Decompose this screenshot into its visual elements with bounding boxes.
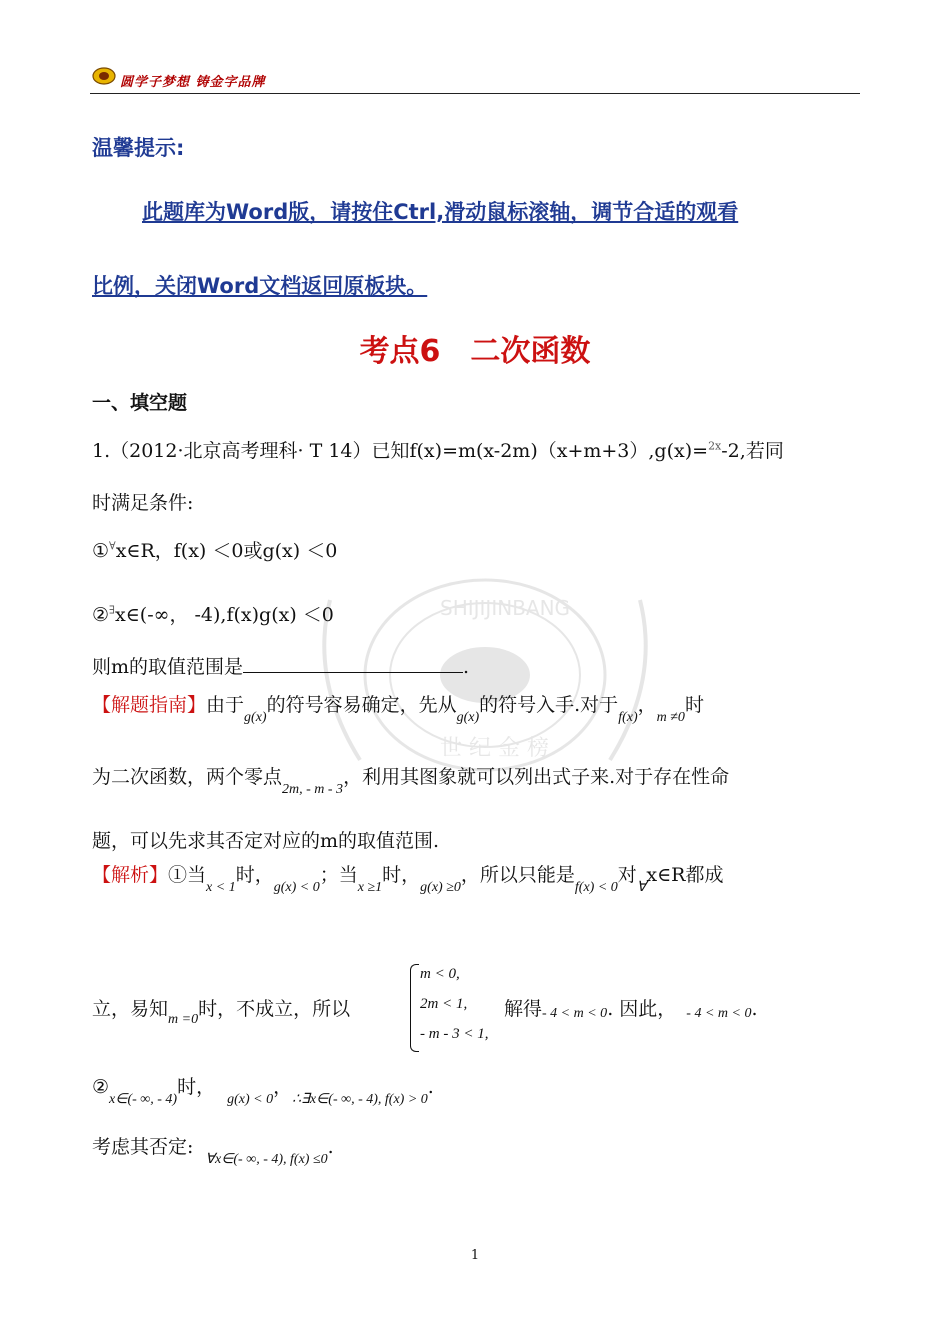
condition-1: [92, 536, 337, 563]
solution-text: .: [427, 1076, 434, 1098]
solution-text: 时，不成立，所以: [198, 998, 351, 1020]
solution-text: 立，易知: [92, 998, 169, 1020]
math-expr: f(x): [618, 710, 638, 725]
math-expr: ∀x∈(- ∞, - 4), f(x) ≤0: [205, 1152, 328, 1167]
system-brace: [410, 964, 419, 1052]
math-expr: m =0: [168, 1012, 199, 1027]
solution-tag: 【解析】: [92, 864, 169, 886]
watermark-bottom-text: 世 纪 金 榜: [440, 736, 549, 761]
math-expr: x < 1: [206, 880, 236, 895]
section-heading: 一、填空题: [92, 392, 188, 414]
forall-symbol: ∀: [109, 539, 116, 553]
header-slogan: 圆学子梦想 铸金字品牌: [120, 75, 266, 90]
guide-text: 的符号容易确定，先从: [266, 694, 457, 716]
math-expr: 2m, - m - 3: [282, 782, 344, 797]
math-expr: - 4 < m < 0: [542, 1006, 608, 1021]
page-title: 考点6 二次函数: [359, 334, 591, 369]
condition-2: [92, 600, 334, 627]
circled-number: ②: [92, 1076, 110, 1098]
exponent: 2x: [708, 439, 722, 453]
solution-text: 时，: [382, 864, 421, 886]
tip-link-line-1[interactable]: 此题库为Word版，请按住Ctrl,滑动鼠标滚轴，调节合适的观看: [142, 200, 739, 224]
question-end: .: [463, 656, 470, 678]
answer-blank[interactable]: [243, 656, 463, 673]
question-line: [92, 652, 469, 679]
guide-text: 的符号入手.对于: [479, 694, 619, 716]
solution-text: .: [327, 1136, 334, 1158]
math-expr: x∈(- ∞, - 4): [109, 1092, 178, 1107]
solution-text: ，所以只能是: [460, 864, 575, 886]
solution-text: 解得: [504, 998, 543, 1020]
math-expr: ∀: [636, 880, 647, 895]
solution-text: 时，: [235, 864, 274, 886]
solution-text: 考虑其否定:: [92, 1136, 194, 1158]
problem-line-1: [92, 436, 784, 463]
header-divider: [90, 93, 860, 94]
circled-number: ②: [92, 604, 110, 626]
solution-text: . 因此，: [607, 998, 677, 1020]
math-expr: g(x) < 0: [273, 880, 320, 895]
watermark-top-text: SHIJIJINBANG: [440, 596, 571, 620]
tip-title: 温馨提示:: [92, 136, 185, 160]
solution-text: .: [751, 998, 758, 1020]
problem-text: -2,若同: [721, 440, 784, 462]
solution-text: ①当: [168, 864, 207, 886]
condition-text: x∈(-∞， -4),f(x)g(x) ＜0: [115, 604, 334, 626]
guide-text: 时: [684, 694, 704, 716]
guide-text: ，利用其图象就可以列出式子来.对于存在性命: [343, 766, 730, 788]
question-text: 则m的取值范围是: [92, 656, 244, 678]
guide-text: 由于: [206, 694, 245, 716]
math-expr: - 4 < m < 0: [686, 1006, 752, 1021]
circled-number: ①: [92, 540, 110, 562]
solution-text: ，: [273, 1076, 293, 1098]
tip-link-line-2[interactable]: 比例，关闭Word文档返回原板块。: [92, 274, 428, 298]
condition-text: x∈R，f(x) ＜0或g(x) ＜0: [115, 540, 338, 562]
guide-line-2: [92, 762, 730, 797]
solution-line-2b: [504, 994, 758, 1021]
math-expr: g(x): [456, 710, 480, 725]
system-row-3: - m - 3 < 1,: [420, 1026, 489, 1042]
guide-tag: 【解题指南】: [92, 694, 207, 716]
solution-text: ；当: [319, 864, 358, 886]
solution-text: 时，: [177, 1076, 216, 1098]
problem-line-2: 时满足条件:: [92, 492, 194, 514]
guide-text: 为二次函数，两个零点: [92, 766, 283, 788]
math-expr: g(x) ≥0: [420, 880, 461, 895]
exists-symbol: ∃: [109, 603, 116, 617]
solution-line-2: [92, 994, 351, 1027]
brand-logo-icon: [92, 66, 116, 86]
math-expr: g(x) < 0: [227, 1092, 274, 1107]
math-expr: m ≠0: [656, 710, 685, 725]
math-expr: g(x): [244, 710, 267, 725]
math-expr: x ≥1: [357, 880, 383, 895]
solution-text: 对: [617, 864, 637, 886]
problem-text: 1.（2012·北京高考理科· T 14）已知f(x)=m(x-2m)（x+m+3）,g(x)=: [92, 440, 709, 462]
page-number: 1: [470, 1248, 480, 1263]
guide-text: ，: [637, 694, 657, 716]
math-expr: ∴∃x∈(- ∞, - 4), f(x) > 0: [292, 1092, 428, 1107]
guide-line-3: 题，可以先求其否定对应的m的取值范围.: [92, 830, 440, 852]
solution-line-1: [92, 860, 724, 895]
solution-text: x∈R都成: [646, 864, 724, 886]
system-row-2: 2m < 1,: [420, 996, 468, 1012]
system-row-1: m < 0,: [420, 966, 460, 982]
math-expr: f(x) < 0: [574, 880, 618, 895]
